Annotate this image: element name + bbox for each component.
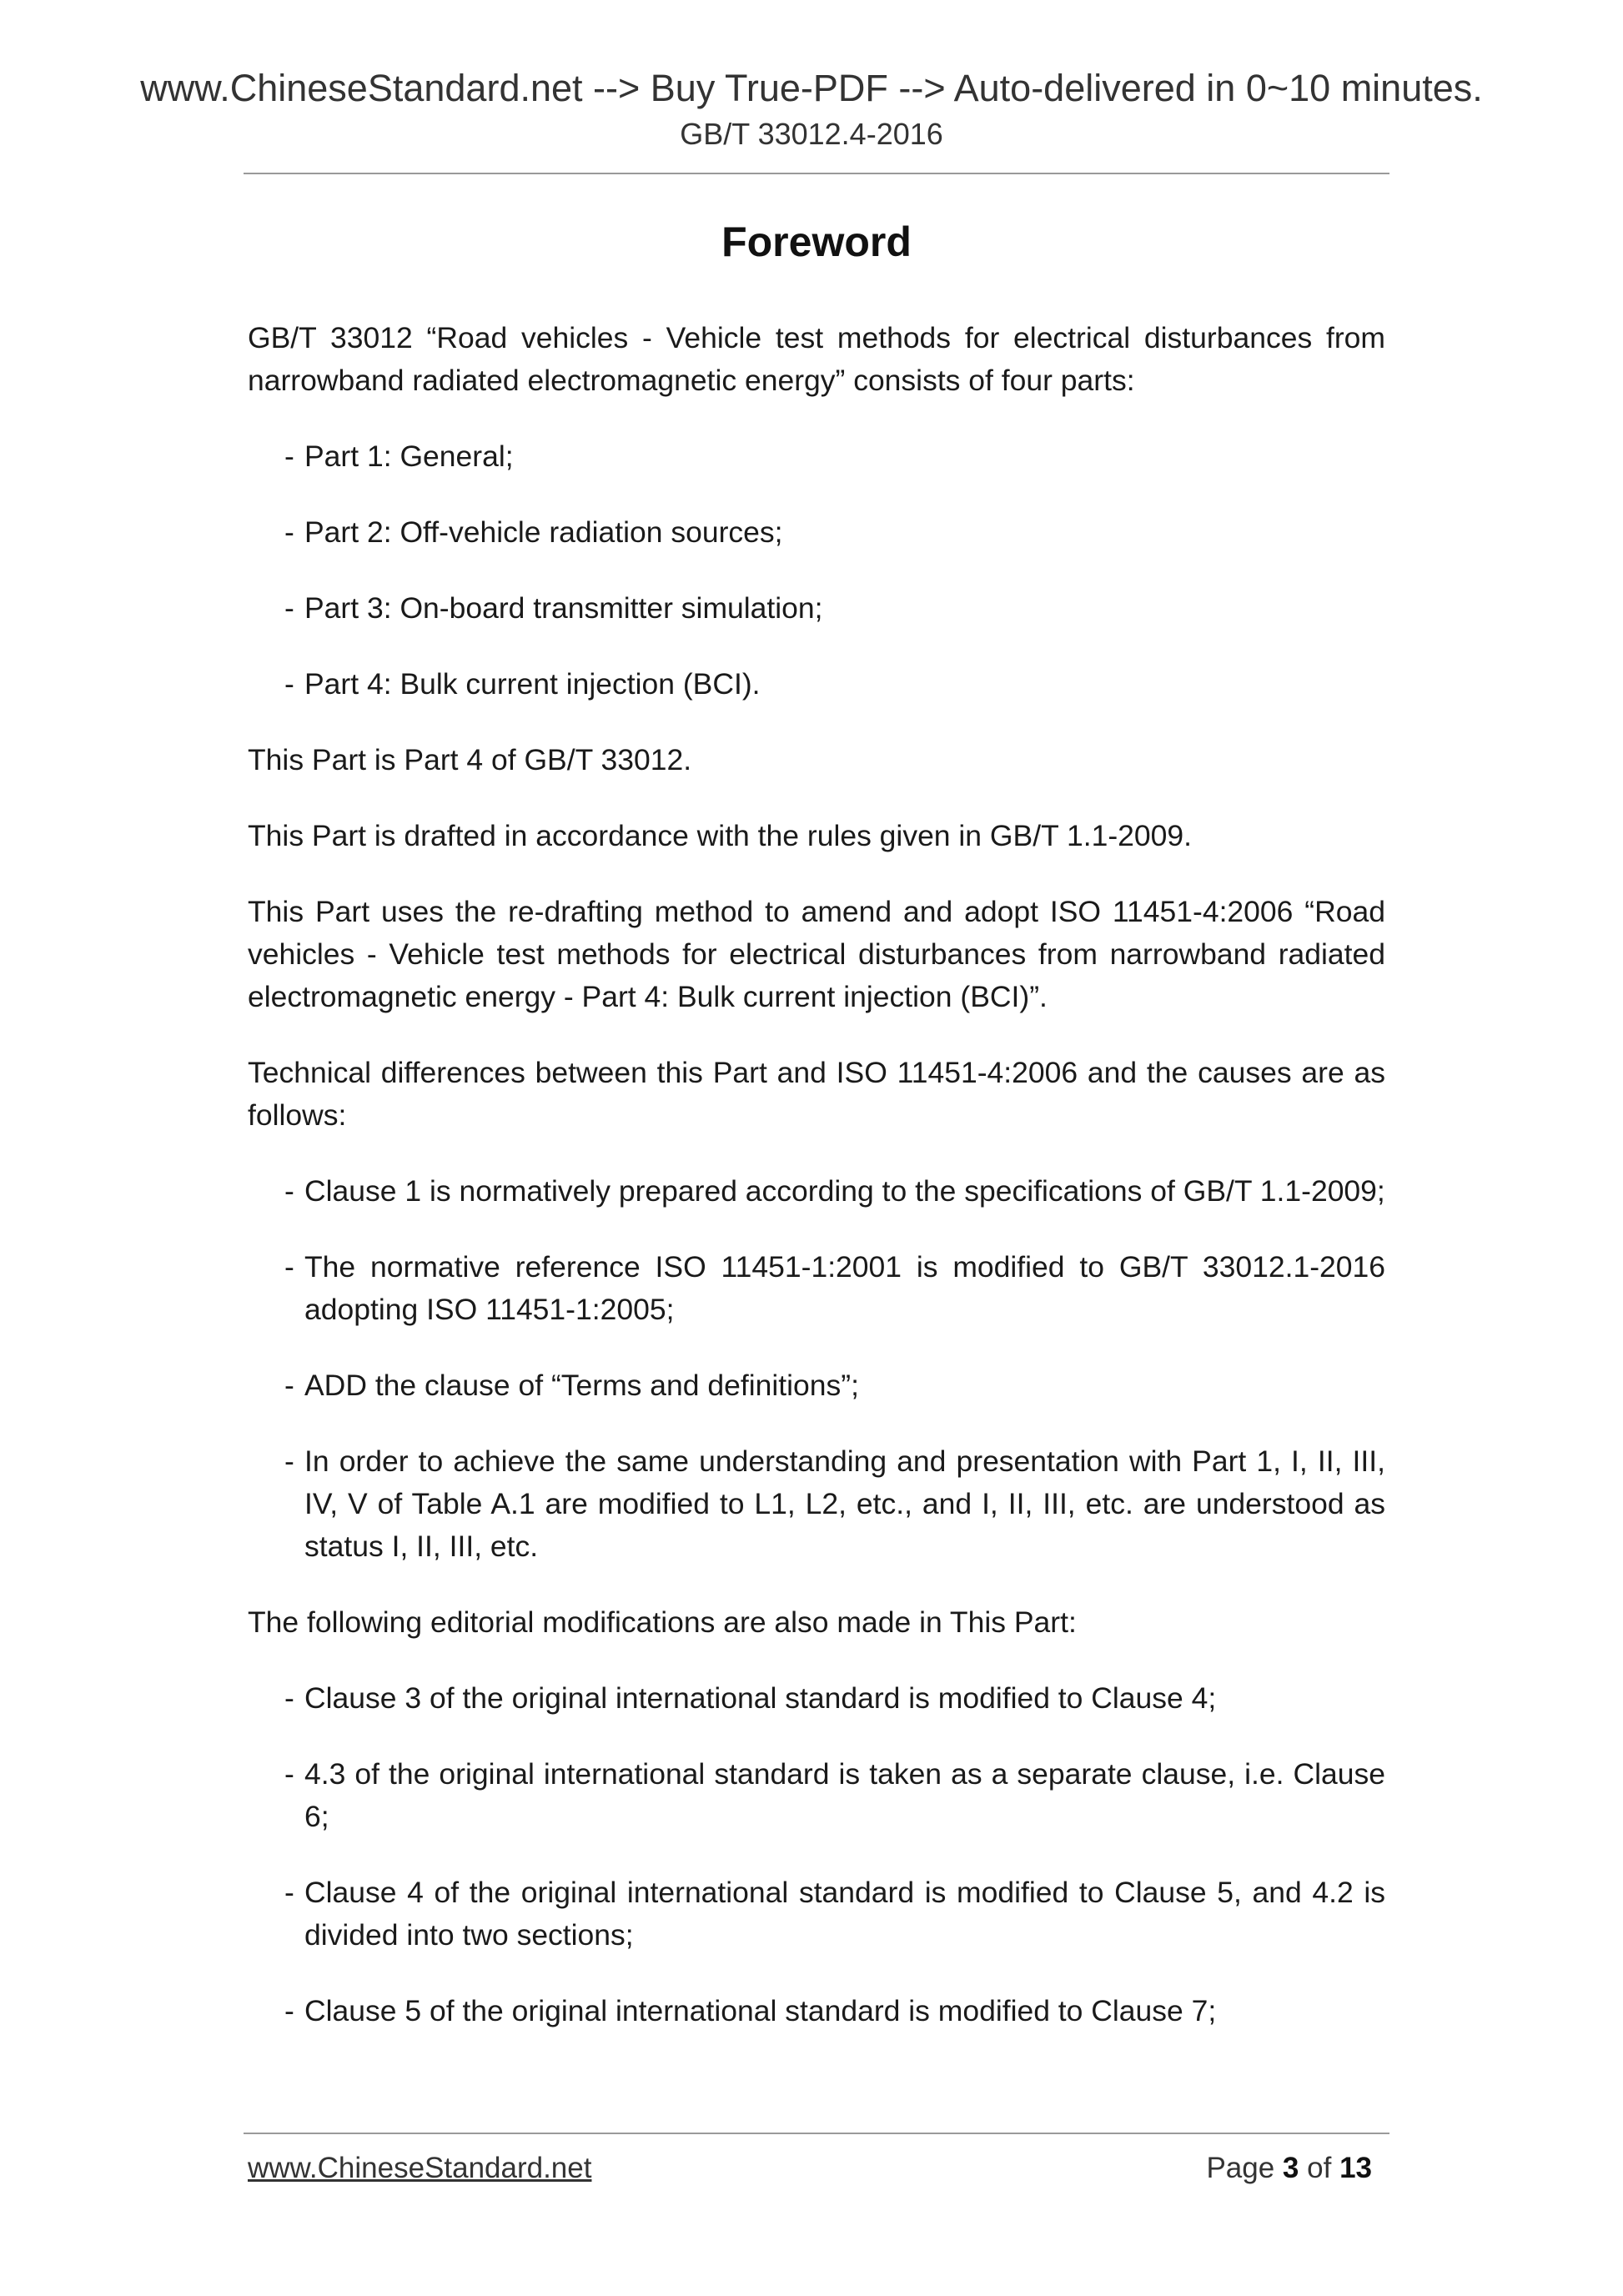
list-item-text: Clause 4 of the original international standard is modified to Clause 5, and 4.2 is divided into two sections; [304,1876,1385,1952]
page-number [1206,2148,1372,2189]
list-item [248,1440,1385,1568]
list-item-text: Part 3: On-board transmitter simulation; [304,591,823,625]
bullet-dash: - [284,1174,294,1208]
list-item [248,1990,1385,2032]
page-title: Foreword [721,219,912,265]
header-divider [244,173,1389,174]
bullet-dash: - [284,591,294,625]
list-item [248,1364,1385,1407]
document-body [248,215,1385,2066]
list-item [248,1753,1385,1838]
page-of: of [1307,2152,1332,2184]
list-item-text: Clause 5 of the original international standard is modified to Clause 7; [304,1994,1217,2027]
list-item [248,1170,1385,1213]
page-footer [248,2148,1372,2189]
list-item-text: ADD the clause of “Terms and definitions”; [304,1369,859,1402]
list-item-text: Clause 1 is normatively prepared according to the specifications of GB/T 1.1-2009; [304,1174,1385,1208]
drafted-paragraph: This Part is drafted in accordance with the rules given in GB/T 1.1-2009. [248,819,1192,852]
bullet-dash: - [284,1250,294,1284]
redrafting-paragraph: This Part uses the re-drafting method to amend and adopt ISO 11451-4:2006 “Road vehicles - Vehicle test methods for electrical disturbances from narrowband radiated electromagnetic energy - Part 4: Bulk current injection (BCI)”. [248,895,1385,1013]
page-total: 13 [1339,2152,1372,2184]
list-item-text: Part 2: Off-vehicle radiation sources; [304,515,783,549]
footer-website-link[interactable]: www.ChineseStandard.net [248,2152,592,2184]
bullet-dash: - [284,440,294,473]
list-item-text: The normative reference ISO 11451-1:2001 is modified to GB/T 33012.1-2016 adopting ISO 11451-1:2005; [304,1250,1385,1326]
list-item-text: In order to achieve the same understanding and presentation with Part 1, I, II, III, IV, V of Table A.1 are modified to L1, L2, etc., and I, II, III, etc. are understood as status I, II, III, etc. [304,1444,1385,1563]
page-header [0,0,1623,153]
bullet-dash: - [284,1681,294,1715]
footer-divider [244,2133,1389,2134]
intro-paragraph: GB/T 33012 “Road vehicles - Vehicle test methods for electrical disturbances from narrowband radiated electromagnetic energy” consists of four parts: [248,321,1385,397]
list-item [248,435,1385,478]
this-part-paragraph: This Part is Part 4 of GB/T 33012. [248,743,692,776]
editorial-modifications-list [248,1677,1385,2032]
bullet-dash: - [284,1757,294,1791]
editorial-intro: The following editorial modifications are also made in This Part: [248,1605,1077,1639]
list-item [248,511,1385,554]
list-item [248,587,1385,630]
list-item [248,663,1385,706]
page-current: 3 [1282,2152,1299,2184]
page-word: Page [1206,2152,1275,2184]
header-standard-code: GB/T 33012.4-2016 [680,117,943,151]
list-item-text: 4.3 of the original international standard is taken as a separate clause, i.e. Clause 6; [304,1757,1385,1833]
list-item [248,1246,1385,1331]
technical-differences-list [248,1170,1385,1568]
parts-list [248,435,1385,706]
bullet-dash: - [284,1994,294,2027]
bullet-dash: - [284,1876,294,1909]
list-item [248,1871,1385,1957]
bullet-dash: - [284,1369,294,1402]
list-item-text: Part 1: General; [304,440,514,473]
list-item [248,1677,1385,1720]
bullet-dash: - [284,667,294,701]
list-item-text: Part 4: Bulk current injection (BCI). [304,667,761,701]
bullet-dash: - [284,515,294,549]
technical-differences-intro: Technical differences between this Part and ISO 11451-4:2006 and the causes are as follows: [248,1056,1385,1132]
bullet-dash: - [284,1444,294,1478]
list-item-text: Clause 3 of the original international standard is modified to Clause 4; [304,1681,1217,1715]
header-banner: www.ChineseStandard.net --> Buy True-PDF --> Auto-delivered in 0~10 minutes. [140,67,1483,109]
